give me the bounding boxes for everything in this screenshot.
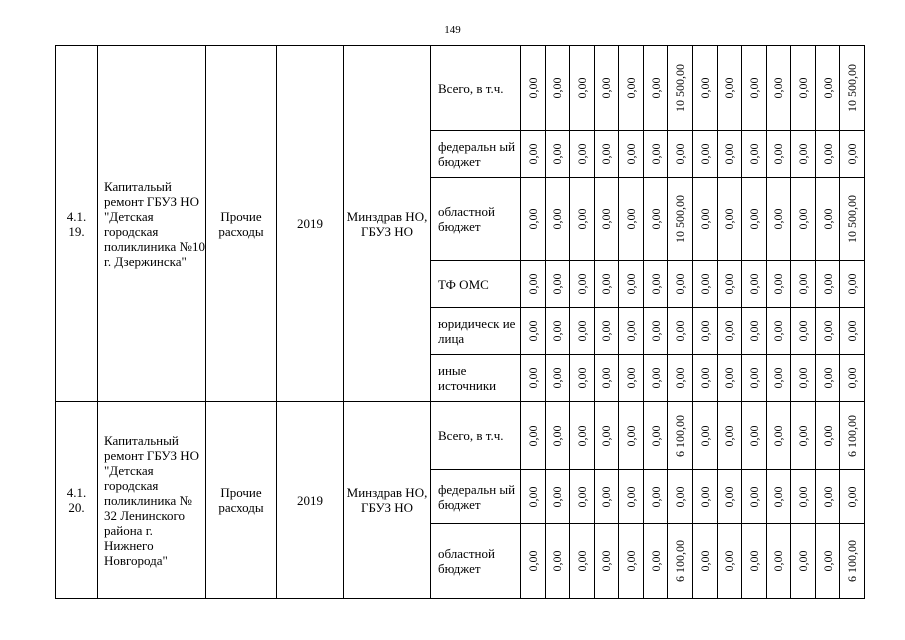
budget-table <box>55 45 865 599</box>
amount-value: 0,00 <box>525 77 540 99</box>
amount-cell <box>643 402 668 470</box>
amount-value: 0,00 <box>525 208 540 230</box>
amount-value: 0,00 <box>746 550 761 572</box>
amount-cell <box>545 308 570 355</box>
amount-cell <box>717 308 742 355</box>
amount-value: 0,00 <box>574 367 589 389</box>
amount-value: 0,00 <box>525 367 540 389</box>
amount-cell <box>668 470 693 524</box>
amount-value: 0,00 <box>845 273 860 295</box>
amount-cell <box>815 355 840 402</box>
amount-value: 0,00 <box>746 208 761 230</box>
amount-value: 0,00 <box>697 143 712 165</box>
amount-value: 0,00 <box>648 486 663 507</box>
amount-cell <box>521 261 546 308</box>
amount-cell <box>692 355 717 402</box>
amount-cell <box>766 402 791 470</box>
amount-cell <box>545 261 570 308</box>
amount-cell <box>643 261 668 308</box>
amount-cell <box>742 470 767 524</box>
amount-value: 0,00 <box>845 320 860 342</box>
amount-value: 0,00 <box>550 273 565 295</box>
amount-cell <box>570 131 595 178</box>
amount-value: 0,00 <box>697 208 712 230</box>
funding-source: областной бюджет <box>431 178 521 261</box>
amount-value: 0,00 <box>624 425 639 446</box>
amount-cell <box>692 402 717 470</box>
amount-cell <box>791 131 816 178</box>
amount-value: 0,00 <box>599 273 614 295</box>
amount-cell <box>545 46 570 131</box>
amount-cell <box>717 178 742 261</box>
amount-value: 0,00 <box>599 425 614 446</box>
amount-value: 6 100,00 <box>845 540 860 582</box>
amount-cell <box>717 355 742 402</box>
amount-value: 0,00 <box>525 320 540 342</box>
expense-type: Прочие расходы <box>206 402 277 599</box>
amount-cell <box>570 46 595 131</box>
funding-source: ТФ ОМС <box>431 261 521 308</box>
amount-value: 6 100,00 <box>673 540 688 582</box>
amount-cell <box>619 308 644 355</box>
amount-cell <box>643 178 668 261</box>
amount-cell <box>594 46 619 131</box>
amount-value: 0,00 <box>599 486 614 507</box>
amount-value: 0,00 <box>697 273 712 295</box>
amount-value: 0,00 <box>771 320 786 342</box>
amount-cell <box>668 261 693 308</box>
amount-cell <box>742 524 767 599</box>
amount-value: 0,00 <box>525 273 540 295</box>
amount-value: 0,00 <box>746 425 761 446</box>
amount-cell <box>766 46 791 131</box>
amount-value: 0,00 <box>550 208 565 230</box>
amount-cell <box>521 46 546 131</box>
amount-value: 0,00 <box>697 367 712 389</box>
amount-value: 0,00 <box>845 143 860 165</box>
amount-cell <box>521 402 546 470</box>
amount-cell <box>692 524 717 599</box>
amount-cell <box>815 46 840 131</box>
amount-value: 0,00 <box>746 320 761 342</box>
amount-cell <box>815 308 840 355</box>
year: 2019 <box>277 402 344 599</box>
amount-value: 0,00 <box>525 486 540 507</box>
amount-cell <box>643 308 668 355</box>
amount-cell <box>791 470 816 524</box>
amount-cell <box>717 470 742 524</box>
funding-source: Всего, в т.ч. <box>431 46 521 131</box>
amount-cell <box>766 355 791 402</box>
amount-cell <box>840 308 865 355</box>
amount-cell <box>742 178 767 261</box>
amount-cell <box>742 355 767 402</box>
amount-cell <box>619 524 644 599</box>
amount-cell <box>717 46 742 131</box>
amount-cell <box>570 402 595 470</box>
row-number: 4.1. 19. <box>56 46 98 402</box>
amount-value: 0,00 <box>574 143 589 165</box>
amount-cell <box>570 524 595 599</box>
table-row <box>56 402 865 470</box>
amount-value: 0,00 <box>599 143 614 165</box>
amount-value: 0,00 <box>599 550 614 572</box>
amount-value: 0,00 <box>550 486 565 507</box>
amount-cell <box>717 524 742 599</box>
amount-cell <box>668 524 693 599</box>
amount-cell <box>570 261 595 308</box>
amount-cell <box>668 355 693 402</box>
amount-cell <box>692 131 717 178</box>
amount-cell <box>840 402 865 470</box>
amount-cell <box>594 524 619 599</box>
amount-value: 0,00 <box>795 425 810 446</box>
amount-value: 0,00 <box>771 77 786 99</box>
amount-cell <box>766 470 791 524</box>
amount-cell <box>742 261 767 308</box>
amount-value: 0,00 <box>574 425 589 446</box>
amount-value: 0,00 <box>574 320 589 342</box>
amount-value: 0,00 <box>624 550 639 572</box>
amount-value: 0,00 <box>820 208 835 230</box>
amount-cell <box>668 402 693 470</box>
amount-value: 0,00 <box>624 273 639 295</box>
amount-cell <box>521 131 546 178</box>
amount-cell <box>717 131 742 178</box>
amount-value: 0,00 <box>722 367 737 389</box>
amount-cell <box>668 131 693 178</box>
amount-cell <box>766 261 791 308</box>
amount-cell <box>570 355 595 402</box>
funding-source: федеральн ый бюджет <box>431 470 521 524</box>
amount-value: 0,00 <box>845 486 860 507</box>
amount-cell <box>766 524 791 599</box>
amount-value: 0,00 <box>820 425 835 446</box>
amount-value: 0,00 <box>722 143 737 165</box>
amount-cell <box>521 308 546 355</box>
amount-cell <box>594 355 619 402</box>
amount-cell <box>815 261 840 308</box>
amount-cell <box>692 178 717 261</box>
amount-value: 0,00 <box>771 367 786 389</box>
amount-cell <box>545 178 570 261</box>
amount-value: 0,00 <box>722 550 737 572</box>
amount-cell <box>717 261 742 308</box>
amount-value: 0,00 <box>624 486 639 507</box>
amount-value: 0,00 <box>648 143 663 165</box>
amount-value: 0,00 <box>648 425 663 446</box>
amount-cell <box>545 355 570 402</box>
amount-cell <box>742 46 767 131</box>
amount-value: 0,00 <box>820 367 835 389</box>
amount-value: 10 500,00 <box>673 195 688 243</box>
amount-cell <box>594 308 619 355</box>
amount-value: 0,00 <box>673 486 688 507</box>
amount-value: 0,00 <box>820 77 835 99</box>
amount-cell <box>840 524 865 599</box>
year: 2019 <box>277 46 344 402</box>
amount-cell <box>619 131 644 178</box>
amount-cell <box>570 308 595 355</box>
amount-value: 0,00 <box>722 486 737 507</box>
amount-value: 0,00 <box>525 143 540 165</box>
amount-value: 0,00 <box>673 143 688 165</box>
amount-value: 0,00 <box>746 143 761 165</box>
amount-cell <box>619 261 644 308</box>
amount-cell <box>619 46 644 131</box>
amount-cell <box>717 402 742 470</box>
amount-value: 0,00 <box>820 320 835 342</box>
amount-value: 0,00 <box>648 208 663 230</box>
amount-cell <box>766 178 791 261</box>
amount-value: 0,00 <box>648 273 663 295</box>
amount-value: 0,00 <box>550 143 565 165</box>
amount-cell <box>668 308 693 355</box>
amount-value: 0,00 <box>673 320 688 342</box>
amount-value: 6 100,00 <box>845 414 860 457</box>
amount-value: 0,00 <box>697 77 712 99</box>
amount-value: 0,00 <box>820 550 835 572</box>
amount-value: 0,00 <box>697 486 712 507</box>
amount-cell <box>643 470 668 524</box>
amount-value: 0,00 <box>795 77 810 99</box>
amount-cell <box>594 402 619 470</box>
amount-value: 0,00 <box>624 143 639 165</box>
amount-value: 0,00 <box>820 486 835 507</box>
amount-value: 0,00 <box>697 320 712 342</box>
amount-cell <box>521 470 546 524</box>
amount-cell <box>742 402 767 470</box>
amount-value: 0,00 <box>722 425 737 446</box>
amount-cell <box>840 261 865 308</box>
amount-cell <box>594 178 619 261</box>
amount-value: 0,00 <box>722 208 737 230</box>
amount-value: 0,00 <box>771 486 786 507</box>
amount-value: 0,00 <box>771 550 786 572</box>
object-name: Капитальый ремонт ГБУЗ НО "Детская городская поликлиника №10 г. Дзержинска" <box>98 46 206 402</box>
amount-value: 0,00 <box>648 367 663 389</box>
amount-value: 0,00 <box>599 77 614 99</box>
amount-value: 0,00 <box>574 273 589 295</box>
amount-value: 0,00 <box>550 425 565 446</box>
amount-value: 0,00 <box>795 367 810 389</box>
amount-cell <box>570 470 595 524</box>
amount-cell <box>742 131 767 178</box>
amount-cell <box>815 524 840 599</box>
amount-value: 0,00 <box>795 486 810 507</box>
amount-value: 10 500,00 <box>673 64 688 112</box>
amount-value: 0,00 <box>624 367 639 389</box>
amount-cell <box>545 131 570 178</box>
executor: Минздрав НО, ГБУЗ НО <box>344 402 431 599</box>
amount-cell <box>766 308 791 355</box>
amount-cell <box>791 524 816 599</box>
amount-value: 0,00 <box>820 273 835 295</box>
row-number: 4.1. 20. <box>56 402 98 599</box>
amount-value: 0,00 <box>525 425 540 446</box>
amount-value: 0,00 <box>771 425 786 446</box>
amount-value: 0,00 <box>795 273 810 295</box>
amount-cell <box>742 308 767 355</box>
amount-cell <box>521 524 546 599</box>
table-body <box>56 46 865 599</box>
amount-cell <box>766 131 791 178</box>
amount-value: 0,00 <box>574 486 589 507</box>
amount-value: 0,00 <box>746 367 761 389</box>
amount-value: 0,00 <box>525 550 540 572</box>
amount-value: 0,00 <box>624 208 639 230</box>
amount-cell <box>840 355 865 402</box>
amount-value: 0,00 <box>722 77 737 99</box>
amount-value: 0,00 <box>795 208 810 230</box>
amount-value: 0,00 <box>845 367 860 389</box>
amount-value: 0,00 <box>574 77 589 99</box>
funding-source: юридическ ие лица <box>431 308 521 355</box>
amount-value: 0,00 <box>697 550 712 572</box>
amount-value: 0,00 <box>795 143 810 165</box>
page-number: 149 <box>444 24 461 36</box>
amount-value: 0,00 <box>673 367 688 389</box>
amount-value: 0,00 <box>746 486 761 507</box>
amount-cell <box>692 261 717 308</box>
amount-cell <box>791 46 816 131</box>
amount-value: 0,00 <box>648 320 663 342</box>
amount-cell <box>643 131 668 178</box>
table-row <box>56 46 865 131</box>
amount-value: 0,00 <box>574 550 589 572</box>
amount-value: 0,00 <box>599 320 614 342</box>
amount-value: 0,00 <box>574 208 589 230</box>
amount-cell <box>594 261 619 308</box>
amount-value: 0,00 <box>599 208 614 230</box>
expense-type: Прочие расходы <box>206 46 277 402</box>
amount-value: 0,00 <box>697 425 712 446</box>
amount-cell <box>815 131 840 178</box>
amount-cell <box>815 178 840 261</box>
executor: Минздрав НО, ГБУЗ НО <box>344 46 431 402</box>
amount-cell <box>570 178 595 261</box>
amount-cell <box>815 402 840 470</box>
amount-cell <box>791 261 816 308</box>
amount-cell <box>545 524 570 599</box>
amount-cell <box>594 470 619 524</box>
funding-source: областной бюджет <box>431 524 521 599</box>
amount-cell <box>619 402 644 470</box>
amount-value: 0,00 <box>722 273 737 295</box>
amount-value: 0,00 <box>722 320 737 342</box>
amount-cell <box>545 470 570 524</box>
amount-value: 0,00 <box>673 273 688 295</box>
amount-value: 0,00 <box>550 550 565 572</box>
amount-cell <box>643 46 668 131</box>
amount-cell <box>840 470 865 524</box>
amount-value: 0,00 <box>550 367 565 389</box>
amount-cell <box>791 178 816 261</box>
amount-cell <box>643 355 668 402</box>
amount-value: 0,00 <box>771 143 786 165</box>
amount-cell <box>668 178 693 261</box>
amount-cell <box>521 355 546 402</box>
amount-value: 0,00 <box>550 320 565 342</box>
amount-value: 0,00 <box>624 77 639 99</box>
funding-source: иные источники <box>431 355 521 402</box>
amount-cell <box>840 46 865 131</box>
amount-value: 0,00 <box>771 208 786 230</box>
amount-cell <box>791 402 816 470</box>
amount-cell <box>692 470 717 524</box>
amount-cell <box>619 178 644 261</box>
amount-value: 6 100,00 <box>673 414 688 457</box>
amount-cell <box>545 402 570 470</box>
amount-value: 0,00 <box>795 550 810 572</box>
amount-value: 0,00 <box>820 143 835 165</box>
amount-value: 0,00 <box>746 77 761 99</box>
amount-cell <box>521 178 546 261</box>
amount-cell <box>692 308 717 355</box>
amount-cell <box>619 470 644 524</box>
amount-value: 0,00 <box>624 320 639 342</box>
amount-cell <box>791 355 816 402</box>
funding-source: Всего, в т.ч. <box>431 402 521 470</box>
amount-value: 0,00 <box>795 320 810 342</box>
amount-cell <box>692 46 717 131</box>
amount-cell <box>643 524 668 599</box>
amount-value: 0,00 <box>599 367 614 389</box>
amount-value: 0,00 <box>771 273 786 295</box>
amount-cell <box>619 355 644 402</box>
amount-value: 0,00 <box>550 77 565 99</box>
amount-cell <box>594 131 619 178</box>
amount-value: 0,00 <box>648 77 663 99</box>
amount-cell <box>840 178 865 261</box>
amount-cell <box>840 131 865 178</box>
amount-value: 0,00 <box>648 550 663 572</box>
amount-cell <box>815 470 840 524</box>
amount-cell <box>668 46 693 131</box>
amount-value: 10 500,00 <box>845 195 860 243</box>
amount-value: 0,00 <box>746 273 761 295</box>
funding-source: федеральн ый бюджет <box>431 131 521 178</box>
object-name: Капитальный ремонт ГБУЗ НО "Детская городская поликлиника № 32 Ленинского района г. Нижнего Новгорода" <box>98 402 206 599</box>
amount-cell <box>791 308 816 355</box>
amount-value: 10 500,00 <box>845 64 860 112</box>
